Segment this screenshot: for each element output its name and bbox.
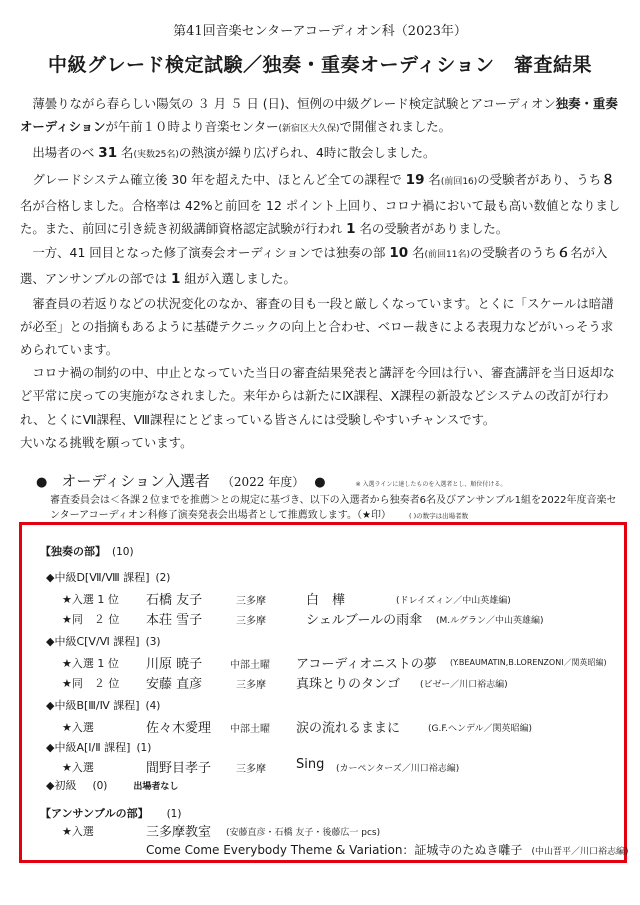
p4-text-b: 名: [408, 245, 425, 261]
grade-d-label: ◆中級D[Ⅶ/Ⅷ 課程]: [46, 571, 150, 584]
entry-piece: 涙の流れるままに: [296, 721, 401, 736]
section-note: ※ 入選ラインに達したものを入選者とし、順位付ける。: [355, 481, 507, 488]
p3-bold-c: 1: [346, 221, 356, 238]
entry-area: 中部土曜: [230, 660, 270, 671]
p2-text-b: 名: [117, 145, 134, 161]
grade-beginner-none: 出場者なし: [133, 782, 179, 792]
entry-composer: (カーペンターズ／川口裕志編): [336, 764, 460, 774]
entry-rank: ★同 ２ 位: [62, 677, 120, 690]
paragraph-3: [20, 168, 624, 242]
grade-c-label: ◆中級C[Ⅴ/Ⅵ 課程]: [46, 635, 140, 648]
p2-small: (実数25名): [133, 150, 179, 161]
grade-b: [46, 697, 160, 713]
grade-b-count: (4): [145, 700, 161, 712]
entry-name: 石橋 友子: [146, 593, 203, 608]
entry-composer: (ビゼー／川口裕志編): [420, 680, 508, 690]
p4-text-c: の受験者のうち: [469, 245, 557, 261]
p4-small: (前回11名): [424, 250, 470, 261]
p3-text-c: の受験者があり、うち: [477, 171, 602, 187]
entry-name: 本荘 雪子: [146, 613, 203, 628]
p3-text-e: 名の受験者がありました。: [355, 221, 509, 237]
paragraph-4: [20, 241, 624, 291]
paragraph-7: 大いなる挑戦を願っています。: [20, 434, 193, 450]
entry-piece: Come Come Everybody Theme & Variation：証城寺のたぬき囃子: [146, 843, 523, 857]
entry-piece: Sing: [296, 757, 325, 772]
section-description: [36, 494, 626, 523]
section-desc-text: 審査委員会は＜各課２位までを推薦＞との規定に基づき、以下の入選者から独奏者6名及びアンサンブル1組を2022年度音楽センターアコーディオン科修了演奏発表会出場者として推薦致します。（★印）: [50, 495, 617, 521]
entry-piece: 真珠とりのタンゴ: [296, 677, 401, 692]
p3-text-a: グレードシステム確立後 30 年を超えた中、ほとんど全ての課程で: [32, 171, 406, 187]
paragraph-6: コロナ禍の制約の中、中止となっていた当日の審査結果発表と講評を今回は行い、審査講評を当日返却など平常に戻っての実施がなされました。来年からは新たにⅨ課程、Ⅹ課程の新設などシステムの改訂が行われ、とくにⅦ課程、Ⅷ課程にとどまっている皆さんには受験しやすいチャンスです。: [20, 365, 615, 427]
grade-b-label: ◆中級B[Ⅲ/Ⅳ 課程]: [46, 699, 140, 712]
bullet-icon: ●: [36, 475, 48, 490]
entry-area: 中部土曜: [230, 724, 270, 735]
solo-count: (10): [112, 546, 134, 558]
grade-d-count: (2): [155, 572, 171, 584]
entry-composer: (G.F.ヘンデル／関英昭編): [428, 724, 532, 734]
entry-piece: 白 樺: [306, 593, 346, 608]
p3-bold-b: ８: [601, 171, 615, 188]
section-desc-note: ( )の数字は出場者数: [408, 511, 469, 520]
entry-area: 三多摩: [236, 764, 266, 775]
entry-area: 三多摩: [236, 596, 266, 607]
p1-bold: 独奏・重奏オーディション: [20, 96, 618, 135]
entry-rank: ★入選 1 位: [62, 657, 119, 670]
p3-small: (前回16): [440, 176, 478, 187]
results-box: [19, 522, 627, 863]
p3-text-b: 名: [424, 171, 441, 187]
entry-name: 安藤 直彦: [146, 677, 203, 692]
ensemble-count: (1): [166, 808, 182, 820]
entry-composer: (ドレイズィン／中山英雄編): [396, 596, 511, 606]
grade-c-count: (3): [145, 636, 161, 648]
entry-composer: (M.ルグラン／中山英雄編): [436, 616, 544, 626]
solo-label: 【独奏の部】: [40, 545, 106, 558]
grade-beginner-count: (0): [92, 780, 108, 792]
entry-rank: ★入選: [62, 825, 94, 838]
page-title: 中級グレード検定試験／独奏・重奏オーディション 審査結果: [47, 54, 593, 76]
p2-text-c: の熱演が繰り広げられ、4時に散会しました。: [178, 145, 436, 161]
entry-composer: (Y.BEAUMATIN,B.LORENZONI／関英昭編): [450, 658, 607, 667]
audition-section-header: [36, 470, 626, 523]
p4-text-d: 名が入選、アンサンブルの部では: [20, 245, 608, 287]
grade-beginner-label: ◆初級: [46, 779, 77, 792]
entry-name: 三多摩教室: [146, 825, 212, 840]
entry-rank: ★入選: [62, 721, 94, 734]
p4-text-a: 一方、41 回目となった修了演奏会オーディションでは独奏の部: [32, 245, 390, 261]
entry-piece: シェルブールの雨傘: [306, 613, 423, 628]
solo-category: [40, 543, 134, 559]
ensemble-label: 【アンサンブルの部】: [40, 807, 149, 820]
grade-beginner: [46, 777, 178, 793]
p1-text-b: が午前１０時より音楽センター: [105, 119, 279, 135]
p4-text-f: が入選しました。: [196, 271, 296, 287]
ensemble-piece-row: [146, 839, 629, 858]
body-text: [20, 92, 624, 454]
entry-name: 間野目孝子: [146, 761, 212, 776]
entry-area: 三多摩: [236, 616, 266, 627]
p1-text-a: 薄曇りながら春らしい陽気の ３ 月 ５ 日 (日)、恒例の中級グレード検定試験とアコーディオン: [32, 96, 556, 111]
entry-rank: ★同 ２ 位: [62, 613, 120, 626]
p4-bold-a: 10: [389, 245, 409, 262]
paragraph-5: 審査員の若返りなどの状況変化のなか、審査の目も一段と厳しくなっています。とくに「スケールは暗譜が必至」との指摘もあるように基礎テクニックの向上と合わせ、ベロー裁きによる表現力などがいっそう求められています。: [20, 295, 614, 358]
p1-text-c: で開催されました。: [339, 119, 452, 135]
entry-area: 三多摩: [236, 680, 266, 691]
page-header: 第41回音楽センターアコーディオン科（2023年）: [173, 24, 467, 39]
p2-text-a: 出場者のべ: [32, 145, 99, 161]
entry-piece: アコーディオニストの夢: [296, 657, 437, 672]
entry-name: 佐々木愛理: [146, 721, 212, 736]
entry-rank: ★入選 1 位: [62, 593, 119, 606]
grade-a: [46, 739, 151, 755]
section-title: オーディション入選者: [61, 472, 210, 490]
paragraph-2: [20, 141, 624, 167]
p4-bold-c: 1: [171, 271, 181, 288]
entry-rank: ★入選: [62, 761, 94, 774]
p4-text-e: 組: [180, 271, 197, 287]
entry-name: 川原 暁子: [146, 657, 203, 672]
bullet-icon-right: ●: [314, 475, 326, 490]
entry-composer: (中山晋平／川口裕志編): [531, 847, 629, 857]
grade-a-label: ◆中級A[Ⅰ/Ⅱ 課程]: [46, 741, 131, 754]
p4-bold-b: ６: [556, 245, 571, 262]
p3-bold-a: 19: [405, 171, 425, 188]
grade-d: [46, 569, 170, 585]
ensemble-members: (安藤直彦・石橋 友子・後藤広一 pcs): [226, 828, 381, 838]
p3-text-d: 名が合格しました。合格率は 42%と前回を 12 ポイント上回り、コロナ禍において最も高い数値となりました。また、前回に引き続き初級講師資格認定試験が行われ: [20, 197, 621, 237]
grade-a-count: (1): [136, 742, 152, 754]
grade-c: [46, 633, 160, 649]
p1-small: (新宿区大久保): [278, 124, 340, 135]
ensemble-category: [40, 805, 181, 821]
p2-bold: 31: [98, 145, 118, 162]
section-year: （2022 年度）: [221, 475, 305, 489]
paragraph-1: [20, 92, 624, 141]
